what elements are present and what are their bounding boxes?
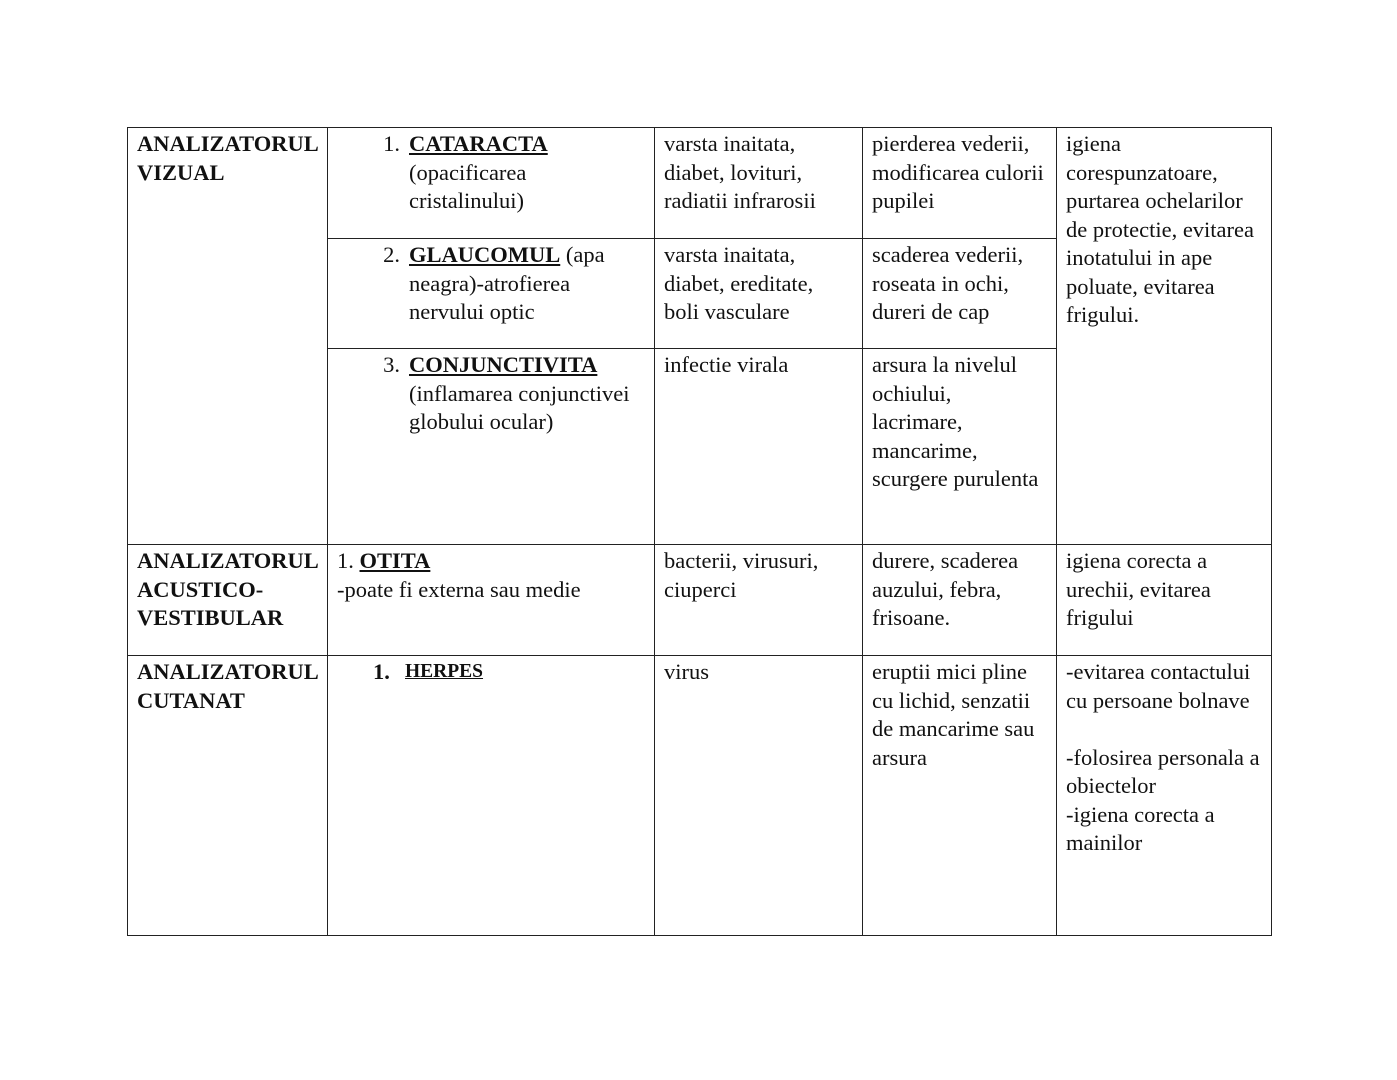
causes-cell: bacterii, virusuri, ciuperci <box>655 545 863 656</box>
disease-cell-herpes <box>328 656 655 936</box>
prevention-cell: igiena corespunzatoare, purtarea ochelarilor de protectie, evitarea inotatului in ape poluate, evitarea frigului. <box>1057 128 1272 545</box>
disease-number: 2. <box>383 242 400 267</box>
disease-name: GLAUCOMUL <box>409 242 561 267</box>
diseases-table <box>127 127 1272 936</box>
analyzer-label-line: ACUSTICO- <box>137 576 264 602</box>
analyzer-label-line: ANALIZATORUL <box>137 548 319 573</box>
prevention-cell: igiena corecta a urechii, evitarea frigului <box>1057 545 1272 656</box>
disease-number: 3. <box>383 352 400 377</box>
disease-description: (opacificarea cristalinului) <box>409 159 527 213</box>
analyzer-cell-vizual <box>128 128 328 545</box>
symptoms-cell: pierderea vederii, modificarea culorii pupilei <box>863 128 1057 239</box>
analyzer-label-line: ANALIZATORUL <box>137 659 319 684</box>
causes-cell: varsta inaitata, diabet, ereditate, boli vasculare <box>655 239 863 349</box>
disease-name: CATARACTA <box>409 131 548 156</box>
analyzer-cell-cutanat <box>128 656 328 936</box>
symptoms-cell: arsura la nivelul ochiului, lacrimare, mancarime, scurgere purulenta <box>863 349 1057 545</box>
causes-cell: virus <box>655 656 863 936</box>
analyzer-label-line: CUTANAT <box>137 687 245 713</box>
disease-cell-cataracta <box>328 128 655 239</box>
symptoms-cell: eruptii mici pline cu lichid, senzatii de mancarime sau arsura <box>863 656 1057 936</box>
disease-number: 1. <box>337 548 354 573</box>
causes-cell: infectie virala <box>655 349 863 545</box>
table-row <box>128 128 1272 239</box>
prevention-cell <box>1057 656 1272 936</box>
analyzer-label-line: ANALIZATORUL <box>137 131 319 156</box>
prevention-item: -evitarea contactului cu persoane bolnave <box>1066 659 1251 713</box>
disease-cell-otita <box>328 545 655 656</box>
analyzer-cell-acustico-vestibular <box>128 545 328 656</box>
disease-cell-glaucomul <box>328 239 655 349</box>
analyzer-label-line: VESTIBULAR <box>137 605 284 630</box>
disease-description: (apa neagra)-atrofierea nervului optic <box>409 242 605 324</box>
symptoms-cell: durere, scaderea auzului, febra, frisoane. <box>863 545 1057 656</box>
disease-name: OTITA <box>359 548 431 573</box>
analyzer-label-line: VIZUAL <box>137 159 225 185</box>
disease-description: (inflamarea conjunctivei globului ocular) <box>409 380 630 434</box>
disease-name: CONJUNCTIVITA <box>409 352 598 377</box>
table-row <box>128 545 1272 656</box>
prevention-item: -folosirea personala a obiectelor <box>1066 744 1260 798</box>
disease-number: 1. <box>373 659 390 684</box>
disease-number: 1. <box>383 131 400 156</box>
prevention-item: -igiena corecta a mainilor <box>1066 801 1215 855</box>
symptoms-cell: scaderea vederii, roseata in ochi, dureri de cap <box>863 239 1057 349</box>
causes-cell: varsta inaitata, diabet, lovituri, radiatii infrarosii <box>655 128 863 239</box>
disease-description: -poate fi externa sau medie <box>337 576 581 602</box>
table-row <box>128 656 1272 936</box>
disease-cell-conjunctivita <box>328 349 655 545</box>
disease-name: HERPES <box>405 661 484 682</box>
